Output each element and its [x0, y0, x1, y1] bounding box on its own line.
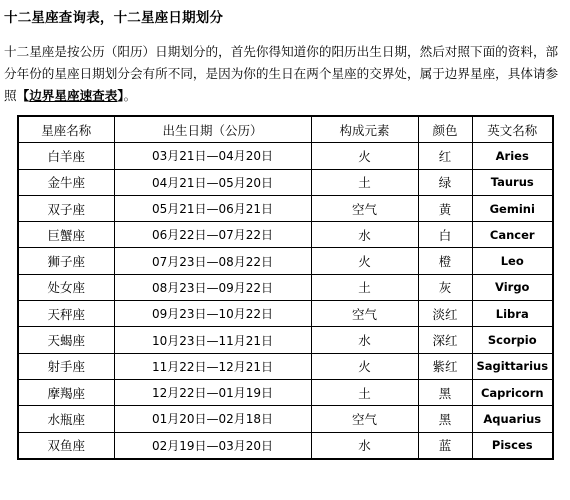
color-cell: 绿 — [418, 169, 472, 195]
english-name-cell: Pisces — [472, 432, 553, 459]
birth-date-cell: 01月20日—02月18日 — [114, 406, 311, 432]
english-name-cell: Gemini — [472, 195, 553, 221]
table-header-row — [18, 116, 553, 143]
english-name-cell: Taurus — [472, 169, 553, 195]
sign-name-cell: 狮子座 — [18, 248, 114, 274]
element-cell: 土 — [311, 379, 418, 405]
color-cell: 黄 — [418, 195, 472, 221]
element-cell: 土 — [311, 169, 418, 195]
table-row — [18, 248, 553, 274]
sign-name-cell: 摩羯座 — [18, 379, 114, 405]
birth-date-cell: 04月21日—05月20日 — [114, 169, 311, 195]
color-cell: 橙 — [418, 248, 472, 274]
table-row — [18, 327, 553, 353]
color-cell: 紫红 — [418, 353, 472, 379]
color-cell: 灰 — [418, 274, 472, 300]
table-row — [18, 432, 553, 459]
page-title: 十二星座查询表，十二星座日期划分 — [4, 10, 224, 26]
english-name-cell: Aries — [472, 143, 553, 169]
english-name-cell: Leo — [472, 248, 553, 274]
english-name-cell: Sagittarius — [472, 353, 553, 379]
boundary-signs-link[interactable]: 边界星座速查表 — [29, 88, 118, 103]
table-row — [18, 406, 553, 432]
header-color: 颜色 — [418, 116, 472, 143]
table-body — [18, 143, 553, 459]
sign-name-cell: 双鱼座 — [18, 432, 114, 459]
element-cell: 空气 — [311, 406, 418, 432]
sign-name-cell: 金牛座 — [18, 169, 114, 195]
english-name-cell: Capricorn — [472, 379, 553, 405]
sign-name-cell: 双子座 — [18, 195, 114, 221]
link-bracket-open: 【 — [16, 88, 30, 103]
birth-date-cell: 06月22日—07月22日 — [114, 222, 311, 248]
sign-name-cell: 处女座 — [18, 274, 114, 300]
element-cell: 水 — [311, 327, 418, 353]
header-sign-name: 星座名称 — [18, 116, 114, 143]
english-name-cell: Libra — [472, 301, 553, 327]
element-cell: 火 — [311, 143, 418, 169]
table-row — [18, 169, 553, 195]
header-english-name: 英文名称 — [472, 116, 553, 143]
table-row — [18, 143, 553, 169]
birth-date-cell: 11月22日—12月21日 — [114, 353, 311, 379]
sign-name-cell: 天蝎座 — [18, 327, 114, 353]
intro-text: 十二星座是按公历（阳历）日期划分的，首先你得知道你的阳历出生日期，然后对照下面的资料，部分年份的星座日期划分会有所不同，是因为你的生日在两个星座的交界处，属于边界星座，具体请参照 — [4, 44, 559, 103]
birth-date-cell: 10月23日—11月21日 — [114, 327, 311, 353]
table-row — [18, 353, 553, 379]
table-row — [18, 274, 553, 300]
table-row — [18, 379, 553, 405]
color-cell: 白 — [418, 222, 472, 248]
sign-name-cell: 白羊座 — [18, 143, 114, 169]
english-name-cell: Cancer — [472, 222, 553, 248]
color-cell: 红 — [418, 143, 472, 169]
birth-date-cell: 07月23日—08月22日 — [114, 248, 311, 274]
birth-date-cell: 05月21日—06月21日 — [114, 195, 311, 221]
table-row — [18, 222, 553, 248]
element-cell: 空气 — [311, 301, 418, 327]
intro-paragraph — [4, 41, 564, 107]
header-birth-date: 出生日期（公历） — [114, 116, 311, 143]
color-cell: 深红 — [418, 327, 472, 353]
table-row — [18, 195, 553, 221]
zodiac-table — [17, 115, 554, 460]
color-cell: 黑 — [418, 406, 472, 432]
birth-date-cell: 02月19日—03月20日 — [114, 432, 311, 459]
element-cell: 空气 — [311, 195, 418, 221]
element-cell: 土 — [311, 274, 418, 300]
birth-date-cell: 08月23日—09月22日 — [114, 274, 311, 300]
color-cell: 蓝 — [418, 432, 472, 459]
element-cell: 水 — [311, 432, 418, 459]
element-cell: 水 — [311, 222, 418, 248]
sign-name-cell: 水瓶座 — [18, 406, 114, 432]
english-name-cell: Aquarius — [472, 406, 553, 432]
birth-date-cell: 09月23日—10月22日 — [114, 301, 311, 327]
english-name-cell: Virgo — [472, 274, 553, 300]
header-element: 构成元素 — [311, 116, 418, 143]
link-bracket-close: 】 — [117, 88, 124, 103]
sign-name-cell: 射手座 — [18, 353, 114, 379]
birth-date-cell: 03月21日—04月20日 — [114, 143, 311, 169]
color-cell: 淡红 — [418, 301, 472, 327]
intro-period: 。 — [123, 88, 137, 103]
element-cell: 火 — [311, 248, 418, 274]
english-name-cell: Scorpio — [472, 327, 553, 353]
sign-name-cell: 巨蟹座 — [18, 222, 114, 248]
element-cell: 火 — [311, 353, 418, 379]
birth-date-cell: 12月22日—01月19日 — [114, 379, 311, 405]
table-row — [18, 301, 553, 327]
color-cell: 黑 — [418, 379, 472, 405]
sign-name-cell: 天秤座 — [18, 301, 114, 327]
